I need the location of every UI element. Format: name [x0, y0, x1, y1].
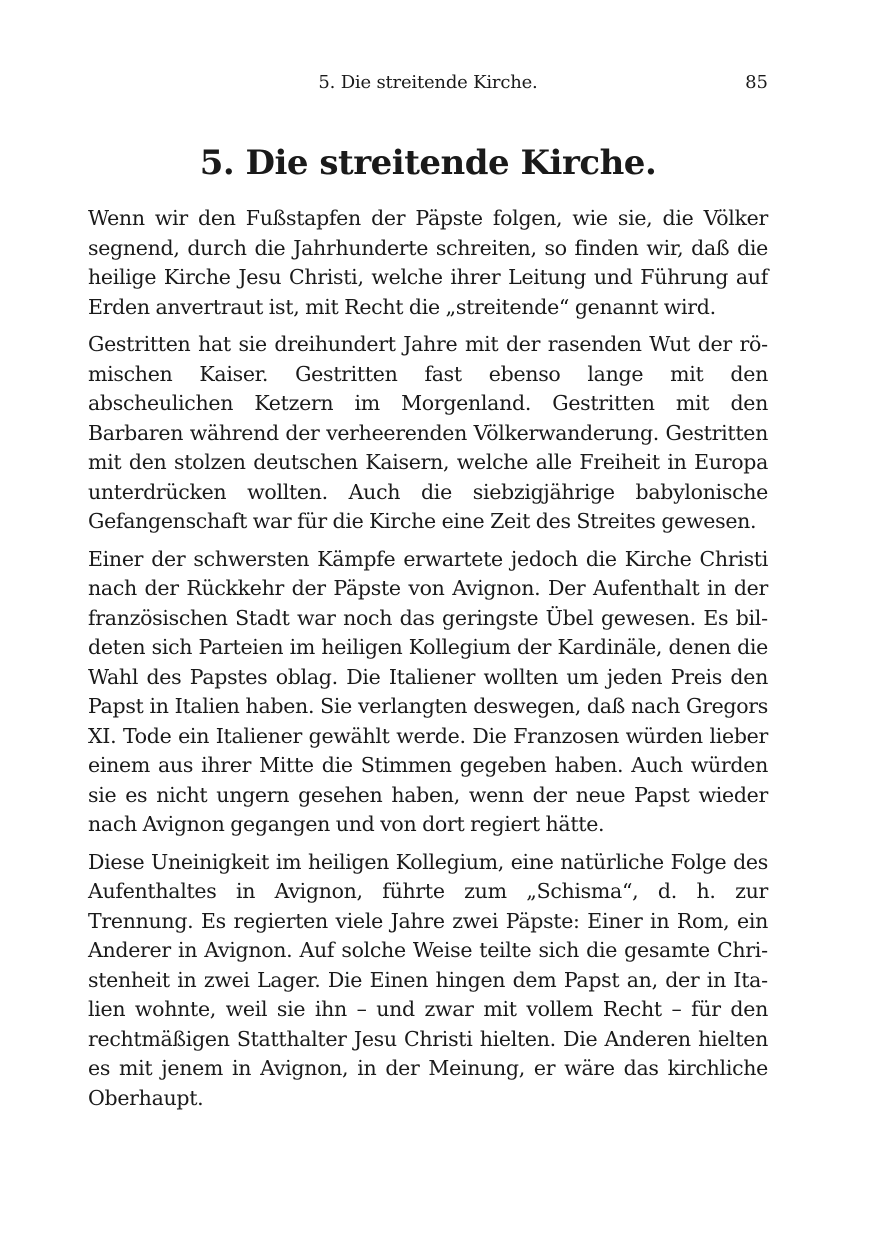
- paragraph: Einer der schwersten Kämpfe erwartete jedoch die Kirche Christi nach der Rückkehr der Päpste von Avignon. Der Aufenthalt in der französischen Stadt war noch das geringste Übel gewesen. Es bildeten sich Parteien im heiligen Kollegium der Kardinäle, denen die Wahl des Papstes oblag. Die Italiener wollten um jeden Preis den Papst in Italien haben. Sie verlangten deswegen, daß nach Gregors XI. Tode ein Italiener gewählt werde. Die Franzosen würden lieber einem aus ihrer Mitte die Stimmen gegeben haben. Auch würden sie es nicht ungern gesehen haben, wenn der neue Papst wieder nach Avignon gegangen und von dort regiert hätte.: [88, 546, 768, 836]
- page-number: 85: [745, 72, 768, 93]
- running-header: [88, 68, 768, 98]
- paragraph: Wenn wir den Fußstapfen der Päpste folgen, wie sie, die Völker segnend, durch die Jahrhunderte schreiten, so finden wir, daß die heilige Kirche Jesu Christi, welche ihrer Leitung und Führung auf Erden anvertraut ist, mit Recht die „streitende“ genannt wird.: [88, 206, 768, 319]
- paragraph: Diese Uneinigkeit im heiligen Kollegium, eine natürliche Folge des Aufenthaltes in Avignon, führte zum „Schisma“, d. h. zur Trennung. Es regierten viele Jahre zwei Päpste: Einer in Rom, ein Anderer in Avignon. Auf solche Weise teilte sich die gesamte Christenheit in zwei Lager. Die Einen hingen dem Papst an, der in Italien wohnte, weil sie ihn – und zwar mit vollem Recht – für den rechtmäßigen Statthalter Jesu Christi hielten. Die Anderen hielten es mit jenem in Avignon, in der Meinung, er wäre das kirchliche Oberhaupt.: [88, 849, 768, 1110]
- body-text: [88, 204, 768, 1113]
- running-title: 5. Die streitende Kirche.: [318, 72, 538, 93]
- chapter-heading: 5. Die streitende Kirche.: [199, 143, 657, 183]
- paragraph: Gestritten hat sie dreihundert Jahre mit der rasenden Wut der römischen Kaiser. Gestritten fast ebenso lange mit den abscheulichen Ketzern im Morgenland. Gestritten mit den Barbaren während der verheerenden Völkerwanderung. Gestritten mit den stolzen deutschen Kaisern, welche alle Freiheit in Europa unterdrücken wollten. Auch die siebzigjährige babylonische Gefangenschaft war für die Kirche eine Zeit des Streites gewesen.: [88, 332, 768, 533]
